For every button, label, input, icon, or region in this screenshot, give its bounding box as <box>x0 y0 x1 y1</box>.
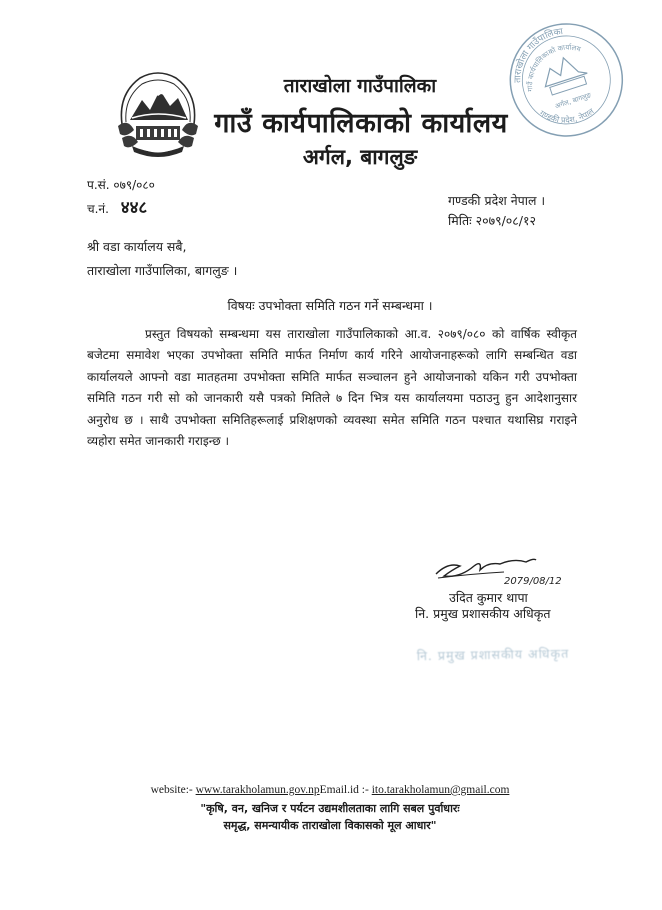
dispatch-label: च.नं. <box>87 202 109 216</box>
motto-line-1: "कृषि, वन, खनिज र पर्यटन उद्यमशीलताका लागि सबल पुर्वाधारः <box>200 802 460 815</box>
signatory-title: नि. प्रमुख प्रशासकीय अधिकृत <box>415 606 551 621</box>
email-link[interactable]: ito.tarakholamun@gmail.com <box>371 784 510 796</box>
dispatch-number-row <box>87 195 147 218</box>
office-location: अर्गल, बागलुङ <box>302 145 418 169</box>
addressee-line-1: श्री वडा कार्यालय सबै, <box>87 239 187 254</box>
dispatch-number: ४४८ <box>120 198 148 218</box>
website-label: website:- <box>150 784 193 796</box>
motto-line-2: समृद्ध, समन्यायीक ताराखोला विकासको मूल आधार" <box>223 819 437 832</box>
seal-text-top: ताराखोला गाउँपालिका <box>513 26 564 83</box>
seal-text-low: अर्गल, बागलुङ <box>554 91 593 111</box>
letter-subject: विषयः उपभोक्ता समिति गठन गर्ने सम्बन्धमा । <box>227 298 433 313</box>
seal-text-mid: गाउँ कार्यपालिकाको कार्यालय <box>526 43 582 92</box>
handwritten-signature <box>430 548 590 594</box>
website-link[interactable]: www.tarakholamun.gov.np <box>195 784 320 796</box>
designation-stamp: नि. प्रमुख प्रशासकीय अधिकृत <box>416 645 570 663</box>
signature-date: 2079/08/12 <box>504 576 562 587</box>
reference-number: प.सं. ०७९/०८० <box>87 178 155 192</box>
office-name: गाउँ कार्यपालिकाको कार्यालय <box>214 108 508 139</box>
signatory-name: उदित कुमार थापा <box>449 590 528 605</box>
letter-date: मितिः २०७९/०८/१२ <box>448 213 536 228</box>
letter-body: प्रस्तुत विषयको सम्बन्धमा यस ताराखोला गाउँपालिकाको आ.व. २०७९/०८० को वार्षिक स्वीकृत बजेटमा समावेश भएका उपभोक्ता समिति मार्फत निर्माण कार्य गरिने आयोजनाहरूको लागि सम्बन्धित वडा कार्यालयले आफ्नो वडा मातहतमा उपभोक्ता समिति मार्फत सञ्चालन हुने आयोजनाको यकिन गरी उपभोक्ता समिति गठन गरी सो को जानकारी यसै पत्रको मितिले ७ दिन भित्र यस कार्यालयमा पठाउनु हुन आदेशानुसार अनुरोध छ । साथै उपभोक्ता समितिहरूलाई प्रशिक्षणको व्यवस्था समेत समिति गठन पश्चात यथासिघ्र गराइने व्यहोरा समेत जानकारी गराइन्छ । <box>87 327 577 449</box>
seal-text-bottom: गण्डकी प्रदेश, नेपाल <box>538 106 596 125</box>
email-label: Email.id :- <box>319 784 369 796</box>
municipality-name: ताराखोला गाउँपालिका <box>283 75 437 97</box>
footer-contact <box>100 784 560 796</box>
municipality-emblem-logo <box>112 64 204 160</box>
addressee-line-2: ताराखोला गाउँपालिका, बागलुङ । <box>87 263 238 278</box>
province-line: गण्डकी प्रदेश नेपाल । <box>448 193 546 208</box>
